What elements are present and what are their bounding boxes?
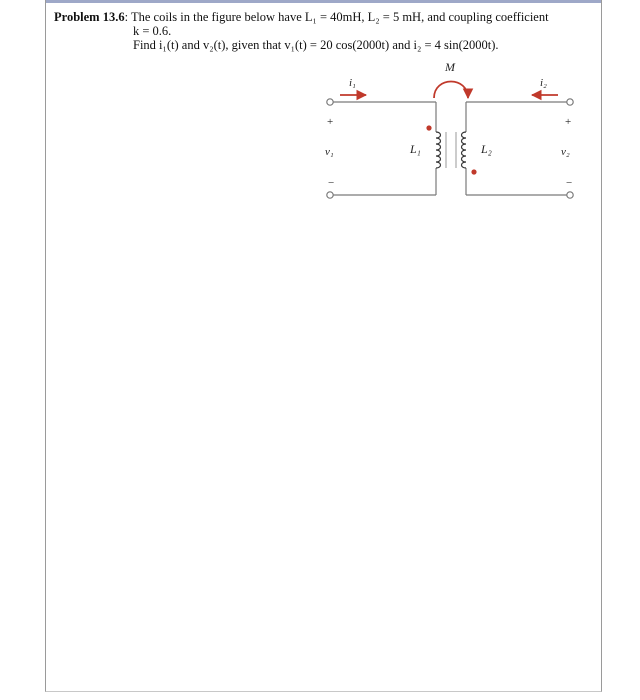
problem-statement-line-3: Find i₁(t) and v₂(t), given that v₁(t) = 20 cos(2000t) and i₂ = 4 sin(2000t). <box>133 38 499 52</box>
v2-label: v₂ <box>561 146 570 158</box>
L1-label: L₁ <box>410 142 421 156</box>
left-bottom-terminal <box>327 192 333 198</box>
L1-coil <box>436 132 441 168</box>
i1-label: i₁ <box>349 77 356 89</box>
v1-minus-sign: − <box>328 177 335 189</box>
mutual-coupling-arrow <box>434 82 468 99</box>
coupled-coils-figure <box>46 0 603 230</box>
L2-label: L₂ <box>481 142 492 156</box>
right-bottom-terminal <box>567 192 573 198</box>
v2-plus-sign: + <box>565 116 572 128</box>
document-page <box>45 0 602 692</box>
problem-text-1: : The coils in the figure below have L₁ = 40mH, L₂ = 5 mH, and coupling coefficient <box>124 10 549 24</box>
L1-polarity-dot <box>426 125 431 130</box>
mutual-inductance-label: M <box>445 60 455 74</box>
i2-label: i₂ <box>540 77 547 89</box>
right-top-terminal <box>567 99 573 105</box>
problem-statement-line-2: k = 0.6. <box>133 24 172 38</box>
v1-label: v₁ <box>325 146 334 158</box>
left-top-terminal <box>327 99 333 105</box>
problem-label: Problem 13.6 <box>54 10 125 24</box>
v1-plus-sign: + <box>327 116 334 128</box>
v2-minus-sign: − <box>566 177 573 189</box>
L2-coil <box>462 132 467 168</box>
L2-polarity-dot <box>471 169 476 174</box>
